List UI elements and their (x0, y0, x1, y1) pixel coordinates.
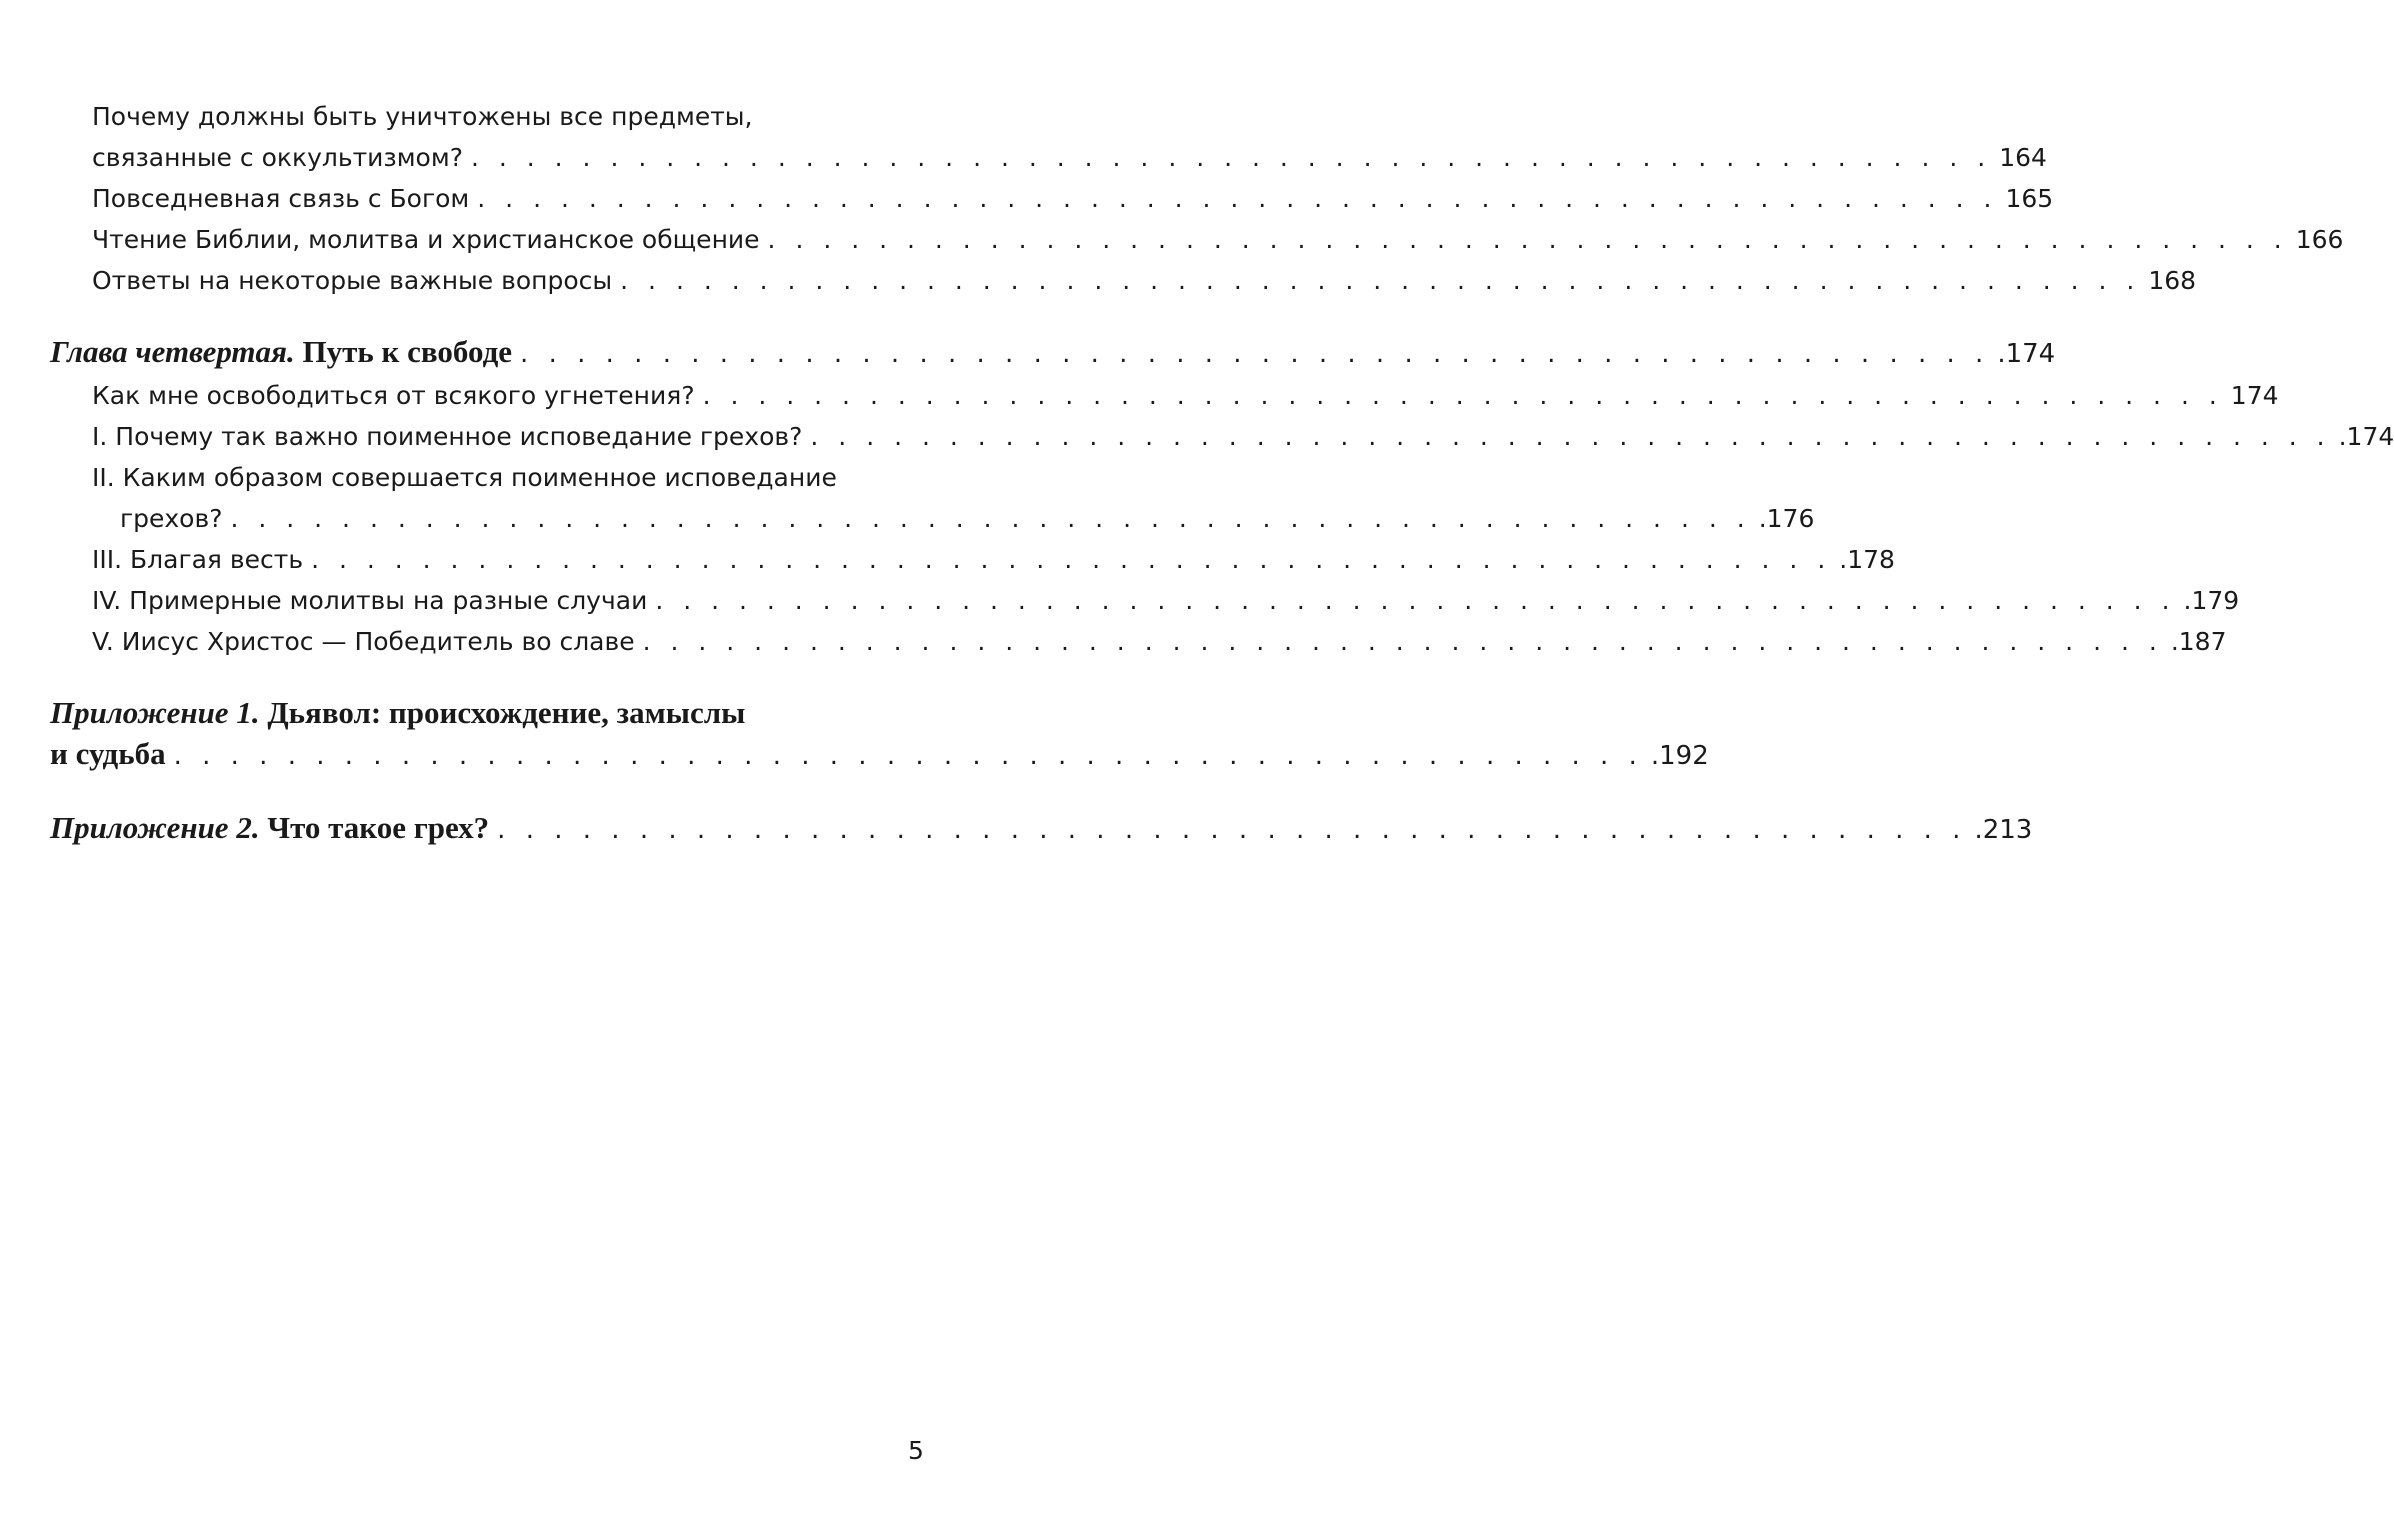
toc-page-number: .187 (2170, 627, 2227, 656)
toc-entry-title: Чтение Библии, молитва и христианское общение (92, 225, 760, 254)
toc-page-number: .174 (1997, 339, 2056, 369)
toc-entry-title: I. Почему так важно поименное исповедание грехов? (92, 422, 803, 451)
toc-entry-good-news (50, 539, 1895, 580)
toc-entry-freedom-oppression (50, 375, 2279, 416)
toc-entry-title: III. Благая весть (92, 545, 304, 574)
toc-entry-title-line: связанные с оккультизмом? (92, 143, 463, 172)
toc-entry-occult-items (50, 96, 2047, 178)
toc-page-number: 174 (2230, 381, 2279, 410)
toc-page-number: .192 (1650, 741, 1709, 771)
toc-page-number: 166 (2295, 225, 2344, 254)
dot-leader: . . . . . . . . . . . . . . . . . . . . . . . . . . . . . . . . . . . . . . . . . . . . . . . . . . . . . . . (642, 627, 2163, 656)
dot-leader: . . . . . . . . . . . . . . . . . . . . . . . . . . . . . . . . . . . . . . . . . . . . . . . . . . . . (520, 339, 1990, 369)
toc-entry-jesus-victor (50, 621, 2227, 662)
toc-entry-title: Ответы на некоторые важные вопросы (92, 266, 613, 295)
chapter-label: Глава четвертая. (50, 334, 295, 369)
toc-entry-daily-connection (50, 178, 2054, 219)
toc-chapter-4 (50, 331, 2056, 375)
appendix-title: Что такое грех? (267, 810, 490, 845)
dot-leader: . . . . . . . . . . . . . . . . . . . . . . . . . . . . . . . . . . . . . . . . . . . . . . . . . . . . . . . (620, 266, 2141, 295)
dot-leader: . . . . . . . . . . . . . . . . . . . . . . . . . . . . . . . . . . . . . . . . . . . . . . . . . . . . . . . (477, 184, 1998, 213)
appendix-label: Приложение 2. (50, 810, 260, 845)
toc-entry-bible-reading (50, 219, 2344, 260)
dot-leader: . . . . . . . . . . . . . . . . . . . . . . . . . . . . . . . . . . . . . . . . . . . . . . . . . . . . . . . (230, 504, 1751, 533)
toc-appendix-1 (50, 692, 1709, 777)
toc-entry-title-line: грехов? (120, 504, 223, 533)
toc-page-number: 165 (2005, 184, 2054, 213)
toc-entry-title: Как мне освободиться от всякого угнетения? (92, 381, 695, 410)
dot-leader: . . . . . . . . . . . . . . . . . . . . . . . . . . . . . . . . . . . . . . . . . . . . . . . . . . . . (173, 741, 1643, 771)
appendix-label: Приложение 1. (50, 695, 260, 730)
appendix-title-line: Дьявол: происхождение, замыслы (267, 695, 746, 730)
appendix-title-line: и судьба (50, 736, 166, 771)
toc-entry-sample-prayers (50, 580, 2240, 621)
toc-entry-title: Повседневная связь с Богом (92, 184, 470, 213)
dot-leader: . . . . . . . . . . . . . . . . . . . . . . . . . . . . . . . . . . . . . . . . . . . . . . . . . . . . (497, 815, 1967, 845)
toc-entry-confession-importance (50, 416, 2394, 457)
dot-leader: . . . . . . . . . . . . . . . . . . . . . . . . . . . . . . . . . . . . . . . . . . . . . . . . . . . . . . . (655, 586, 2176, 615)
toc-page-number: .179 (2183, 586, 2240, 615)
toc-entry-title-line: II. Каким образом совершается поименное исповедание (92, 463, 837, 492)
page-number: 5 (908, 1436, 924, 1465)
toc-page-number: 164 (1999, 143, 2047, 172)
toc-page-number: 168 (2148, 266, 2197, 295)
toc-entry-title-line: Почему должны быть уничтожены все предметы, (92, 102, 753, 131)
toc-entry-answers (50, 260, 2197, 301)
toc-entry-title: V. Иисус Христос — Победитель во славе (92, 627, 635, 656)
toc-page-number: .176 (1758, 504, 1815, 533)
table-of-contents (50, 96, 2394, 851)
toc-page-number: .178 (1839, 545, 1895, 574)
toc-entry-title: IV. Примерные молитвы на разные случаи (92, 586, 648, 615)
chapter-title: Путь к свободе (302, 334, 513, 369)
toc-page-number: .213 (1974, 815, 2033, 845)
dot-leader: . . . . . . . . . . . . . . . . . . . . . . . . . . . . . . . . . . . . . . . . . . . . . . . . . . . . . . . (470, 143, 1992, 172)
dot-leader: . . . . . . . . . . . . . . . . . . . . . . . . . . . . . . . . . . . . . . . . . . . . . . . . . . . . . . . (702, 381, 2223, 410)
dot-leader: . . . . . . . . . . . . . . . . . . . . . . . . . . . . . . . . . . . . . . . . . . . . . . . . . . . . . . . (311, 545, 1832, 574)
dot-leader: . . . . . . . . . . . . . . . . . . . . . . . . . . . . . . . . . . . . . . . . . . . . . . . . . . . . . . . (810, 422, 2331, 451)
toc-page-number: .174 (2338, 422, 2394, 451)
toc-appendix-2 (50, 807, 2033, 851)
toc-entry-confession-how (50, 457, 1815, 539)
dot-leader: . . . . . . . . . . . . . . . . . . . . . . . . . . . . . . . . . . . . . . . . . . . . . . . . . . . . . . . (767, 225, 2288, 254)
